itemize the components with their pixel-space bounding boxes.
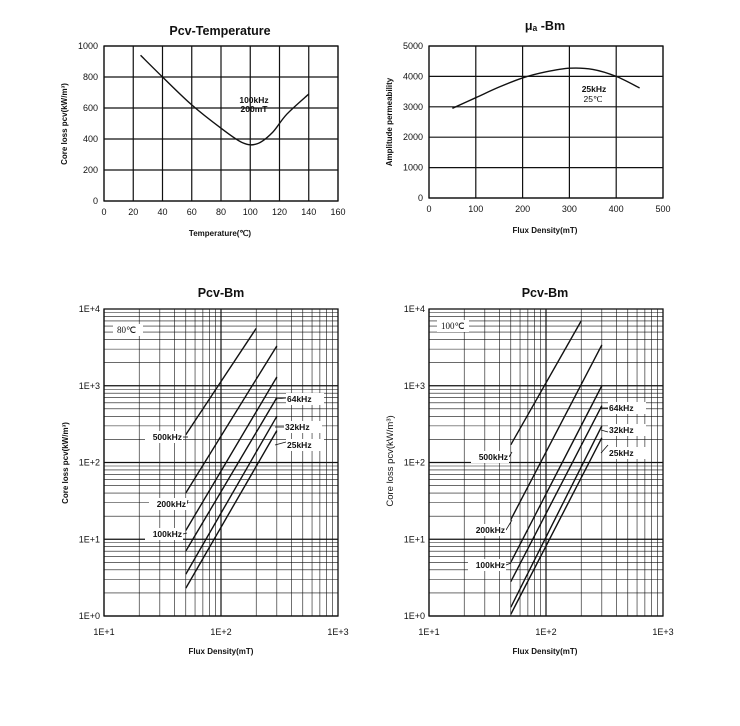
c3-y-tick-label: 1E+3 — [78, 380, 100, 391]
c1-y-tick-label: 600 — [82, 103, 98, 113]
chart3-x-tick-labels — [93, 627, 348, 637]
chart2-annotation-freq: 25kHz — [581, 84, 607, 94]
chart-pcv-temperature — [60, 24, 346, 238]
chart2-annotation-temp: 25℃ — [583, 94, 603, 104]
c1-y-tick-label: 1000 — [77, 41, 98, 51]
chart2-title: μₐ -Bm — [524, 19, 566, 33]
c4-series-line-32khz — [511, 426, 602, 607]
c3-x-tick-label: 1E+2 — [210, 627, 232, 637]
c1-y-tick-label: 0 — [92, 196, 98, 206]
c1-y-tick-label: 800 — [82, 72, 98, 82]
c4-y-tick-label: 1E+4 — [403, 304, 425, 314]
c1-x-tick-label: 60 — [186, 207, 197, 217]
chart4-title: Pcv-Bm — [521, 286, 569, 300]
c1-x-tick-label: 120 — [271, 207, 288, 217]
c3-series-label: 32kHz — [285, 422, 310, 432]
chart1-x-tick-labels — [101, 207, 345, 217]
c3-y-tick-label: 1E+2 — [78, 457, 100, 468]
c4-y-tick-label: 1E+2 — [403, 457, 425, 468]
c3-series-label: 25kHz — [287, 440, 312, 450]
c2-y-tick-label: 5000 — [402, 41, 423, 51]
c4-series-label: 500kHz — [478, 452, 508, 462]
c3-series-leader — [183, 533, 187, 534]
c4-x-tick-label: 1E+1 — [418, 627, 440, 637]
c3-y-tick-label: 1E+4 — [78, 304, 100, 314]
chart4-temp-label: 100℃ — [441, 321, 465, 331]
c1-y-tick-label: 400 — [82, 134, 98, 144]
c4-y-tick-label: 1E+0 — [403, 611, 425, 621]
c1-x-tick-label: 100 — [242, 207, 258, 217]
chart3-ylabel: Core loss pcv(kW/m³) — [61, 422, 70, 504]
chart3-grid — [104, 309, 338, 616]
chart2-grid — [429, 46, 663, 198]
c1-x-tick-label: 80 — [215, 207, 227, 217]
chart3-y-tick-labels — [79, 304, 100, 621]
c2-x-tick-label: 500 — [655, 204, 671, 214]
chart3-temp-label: 80℃ — [117, 325, 137, 335]
chart1-title: Pcv-Temperature — [169, 24, 271, 38]
c2-y-tick-label: 2000 — [402, 132, 423, 143]
c2-x-tick-label: 200 — [515, 204, 531, 214]
c4-series-label: 32kHz — [609, 425, 634, 435]
c4-series-label: 200kHz — [475, 525, 505, 535]
c3-x-tick-label: 1E+1 — [93, 627, 115, 637]
c4-y-tick-label: 1E+3 — [403, 380, 425, 391]
c2-x-tick-label: 400 — [608, 204, 624, 214]
chart-pcv-bm-100c — [385, 286, 674, 656]
chart2-y-tick-labels — [403, 41, 423, 203]
c2-y-tick-label: 1000 — [402, 162, 423, 173]
chart1-ylabel: Core loss pcv(kW/m³) — [60, 83, 69, 165]
chart4-series-labels — [468, 402, 646, 571]
c1-x-tick-label: 160 — [330, 207, 346, 217]
c3-y-tick-label: 1E+1 — [78, 534, 100, 545]
chart4-xlabel: Flux Density(mT) — [512, 647, 578, 656]
chart2-ylabel: Amplitude permeability — [385, 77, 394, 167]
chart3-series-lines — [186, 328, 277, 588]
c4-series-label: 64kHz — [609, 403, 634, 413]
c4-y-tick-label: 1E+1 — [403, 534, 425, 545]
c4-x-tick-label: 1E+2 — [535, 627, 557, 637]
c2-x-tick-label: 100 — [468, 204, 484, 214]
chart4-grid — [429, 309, 663, 616]
chart1-y-tick-labels — [78, 41, 98, 206]
c3-y-tick-label: 1E+0 — [78, 611, 100, 621]
c2-x-tick-label: 0 — [426, 204, 432, 214]
chart1-annotation-freq: 100kHz — [239, 95, 269, 105]
c1-y-tick-label: 200 — [82, 165, 98, 175]
chart3-title: Pcv-Bm — [197, 286, 245, 300]
c1-x-tick-label: 40 — [157, 207, 168, 217]
c3-series-label: 100kHz — [152, 529, 182, 539]
c2-plot-frame — [429, 46, 663, 198]
chart-pcv-bm-80c — [61, 286, 349, 656]
c2-x-tick-label: 300 — [561, 204, 577, 214]
c2-y-tick-label: 3000 — [402, 101, 423, 112]
c3-series-line-32khz — [186, 416, 277, 574]
c4-series-leader — [506, 563, 511, 565]
chart-permeability-bm — [385, 19, 671, 235]
chart2-xlabel: Flux Density(mT) — [512, 226, 578, 235]
c1-x-tick-label: 0 — [101, 207, 107, 217]
c4-series-label: 100kHz — [475, 560, 505, 570]
c2-y-tick-label: 0 — [417, 193, 423, 203]
c2-y-tick-label: 4000 — [402, 71, 423, 82]
c4-series-label: 25kHz — [609, 448, 634, 458]
chart4-x-tick-labels — [418, 627, 673, 637]
chart2-x-tick-labels — [426, 204, 670, 214]
chart1-series-line — [141, 55, 309, 145]
chart1-annotation-flux: 200mT — [240, 104, 268, 114]
c4-series-line-100khz — [511, 386, 602, 563]
c3-x-tick-label: 1E+3 — [327, 627, 349, 637]
chart1-xlabel: Temperature(℃) — [188, 229, 252, 238]
c3-series-label: 500kHz — [152, 432, 182, 442]
chart4-series-lines — [511, 321, 602, 614]
chart4-ylabel: Core loss pcv(kW/m³) — [385, 415, 396, 507]
chart1-grid — [104, 46, 338, 201]
chart2-series-line — [452, 68, 639, 108]
c4-x-tick-label: 1E+3 — [652, 627, 674, 637]
c3-series-leader — [187, 500, 188, 504]
c4-series-leader — [506, 520, 512, 530]
c1-x-tick-label: 20 — [128, 207, 139, 217]
c1-x-tick-label: 140 — [301, 207, 317, 217]
c3-series-label: 64kHz — [287, 394, 312, 404]
chart4-y-tick-labels — [404, 304, 425, 621]
chart3-xlabel: Flux Density(mT) — [188, 647, 254, 656]
c3-series-label: 200kHz — [156, 499, 186, 509]
c4-series-line-25khz — [511, 438, 602, 615]
